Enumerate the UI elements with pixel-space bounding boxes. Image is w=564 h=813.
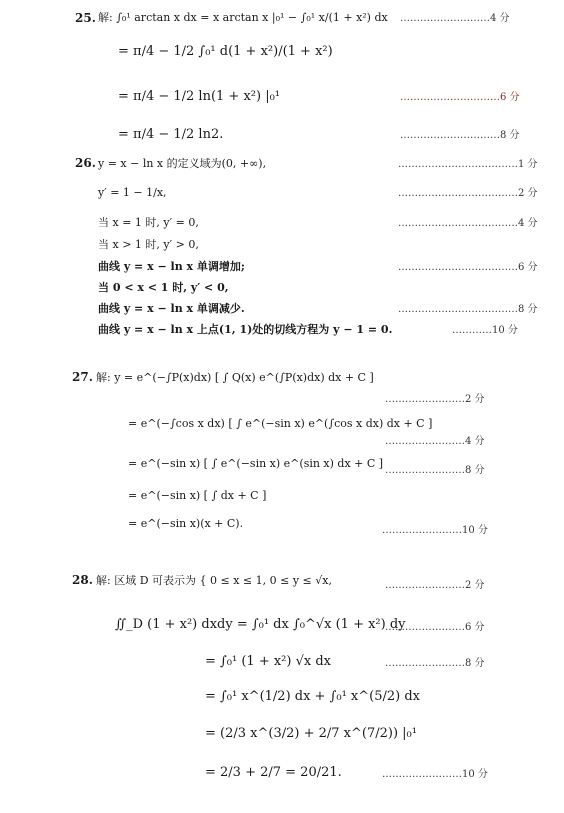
q25-line-1: 解: ∫₀¹ arctan x dx = x arctan x |₀¹ − ∫₀¹ x/(1 + x²) dx xyxy=(98,11,388,24)
q26-line-7: 曲线 y = x − ln x 单调减少. xyxy=(98,302,245,315)
q25-number: 25. xyxy=(75,11,96,25)
q26-score-5: ………………………………6 分 xyxy=(398,262,538,273)
q26-line-4: 当 x > 1 时, y′ > 0, xyxy=(98,238,199,251)
q28-number: 28. xyxy=(72,573,93,587)
q28-line-1: 解: 区域 D 可表示为 { 0 ≤ x ≤ 1, 0 ≤ y ≤ √x, xyxy=(96,574,332,587)
q28-line-5: = (2/3 x^(3/2) + 2/7 x^(7/2)) |₀¹ xyxy=(205,726,417,741)
q25-line-2: = π/4 − 1/2 ∫₀¹ d(1 + x²)/(1 + x²) xyxy=(118,44,333,59)
q26-number: 26. xyxy=(75,156,96,170)
q26-score-1: ………………………………1 分 xyxy=(398,159,538,170)
q26-score-8: …………10 分 xyxy=(452,325,518,336)
q26-line-5: 曲线 y = x − ln x 单调增加; xyxy=(98,260,245,273)
q26-score-7: ………………………………8 分 xyxy=(398,304,538,315)
q28-line-4: = ∫₀¹ x^(1/2) dx + ∫₀¹ x^(5/2) dx xyxy=(205,689,420,704)
q25-line-3: = π/4 − 1/2 ln(1 + x²) |₀¹ xyxy=(118,89,281,104)
q26-line-6: 当 0 < x < 1 时, y′ < 0, xyxy=(98,281,229,294)
q28-score-2: ……………………6 分 xyxy=(385,622,485,633)
q27-line-1: 解: y = e^(−∫P(x)dx) [ ∫ Q(x) e^(∫P(x)dx) dx + C ] xyxy=(96,371,374,384)
q28-line-3: = ∫₀¹ (1 + x²) √x dx xyxy=(205,654,332,669)
q28-score-6: ……………………10 分 xyxy=(382,769,488,780)
q26-score-3: ………………………………4 分 xyxy=(398,218,538,229)
q28-line-6: = 2/3 + 2/7 = 20/21. xyxy=(205,765,342,780)
q25-score-4: …………………………8 分 xyxy=(400,130,520,141)
q25-line-4: = π/4 − 1/2 ln2. xyxy=(118,127,224,142)
q26-score-2: ………………………………2 分 xyxy=(398,188,538,199)
q26-line-8: 曲线 y = x − ln x 上点(1, 1)处的切线方程为 y − 1 = 0. xyxy=(98,323,393,336)
q27-score-2: ……………………4 分 xyxy=(385,436,485,447)
q26-line-1: y = x − ln x 的定义域为(0, +∞), xyxy=(98,157,267,170)
q27-line-4: = e^(−sin x) [ ∫ dx + C ] xyxy=(128,489,267,502)
q27-line-2: = e^(−∫cos x dx) [ ∫ e^(−sin x) e^(∫cos x dx) dx + C ] xyxy=(128,417,433,430)
q25-score-3: …………………………6 分 xyxy=(400,92,520,103)
q28-line-2: ∬_D (1 + x²) dxdy = ∫₀¹ dx ∫₀^√x (1 + x²) dy xyxy=(115,617,406,632)
q25-score-1: ………………………4 分 xyxy=(400,13,510,24)
q27-number: 27. xyxy=(72,370,93,384)
q27-score-3: ……………………8 分 xyxy=(385,465,485,476)
q28-score-3: ……………………8 分 xyxy=(385,658,485,669)
q27-line-5: = e^(−sin x)(x + C). xyxy=(128,517,244,530)
q26-line-2: y′ = 1 − 1/x, xyxy=(98,186,167,199)
q27-score-1: ……………………2 分 xyxy=(385,394,485,405)
q26-line-3: 当 x = 1 时, y′ = 0, xyxy=(98,216,199,229)
q27-score-5: ……………………10 分 xyxy=(382,525,488,536)
q28-score-1: ……………………2 分 xyxy=(385,580,485,591)
q27-line-3: = e^(−sin x) [ ∫ e^(−sin x) e^(sin x) dx + C ] xyxy=(128,457,384,470)
